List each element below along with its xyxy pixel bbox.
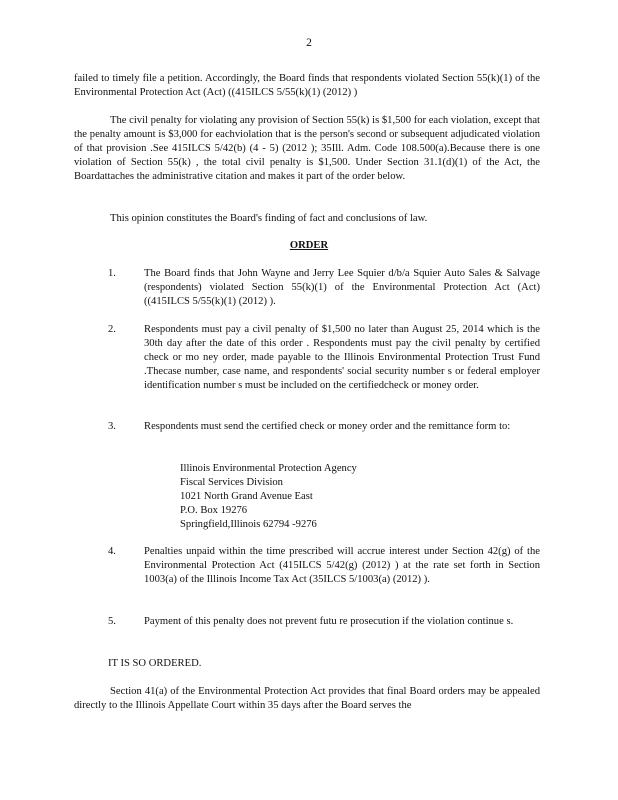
address-line: Illinois Environmental Protection Agency: [180, 463, 357, 474]
order-item-text: Respondents must pay a civil penalty of $1,500 no later than August 25, 2014 which is the 30th day after the date of this order . Respondents must pay the civil penalty by certified check or mo ney order, made payable to the Illinois Environmental Protection Trust Fund .Thecase number, case name, and respondents' social security number s or federal employer identification number s must be included on the certifiedcheck or money order.: [144, 324, 540, 391]
order-item-number: 5.: [108, 616, 116, 627]
address-line: Springfield,Illinois 62794 -9276: [180, 519, 317, 530]
order-item-text: Penalties unpaid within the time prescribed will accrue interest under Section 42(g) of the Environmental Protection Act (415ILCS 5/42(g) (2012) ) at the rate set forth in Section 1003(a) of the Illinois Income Tax Act (35ILCS 5/1003(a) (2012) ).: [144, 546, 540, 585]
order-item-number: 2.: [108, 324, 116, 335]
address-line: Fiscal Services Division: [180, 477, 283, 488]
page-number: 2: [306, 37, 312, 49]
address-line: 1021 North Grand Avenue East: [180, 491, 313, 502]
paragraph-civil-penalty: The civil penalty for violating any provision of Section 55(k) is $1,500 for each violation, except that the penalty amount is $3,000 for eachviolation that is the person's second or subsequent adjudicated violation of that provision .See 415ILCS 5/42(b) (4 - 5) (2012 ); 35Ill. Adm. Code 108.500(a).Because there is one violation of Section 55(k) , the total civil penalty is $1,500. Under Section 31.1(d)(1) of the Act, the Boardattaches the administrative citation and makes it part of the order below.: [74, 115, 540, 182]
order-item-number: 3.: [108, 421, 116, 432]
order-item: [108, 545, 540, 587]
order-item-text: The Board finds that John Wayne and Jerry Lee Squier d/b/a Squier Auto Sales & Salvage (respondents) violated Section 55(k)(1) of the Environmental Protection Act (Act) ((415ILCS 5/55(k)(1) (2012) ).: [144, 268, 540, 307]
remittance-address: [180, 462, 357, 532]
order-item: [108, 615, 540, 629]
order-item-number: 4.: [108, 546, 116, 557]
order-heading: ORDER: [289, 240, 329, 251]
order-item: [108, 420, 540, 434]
order-item: [108, 267, 540, 309]
order-item: [108, 323, 540, 393]
paragraph-finding: failed to timely file a petition. Accordingly, the Board finds that respondents violated Section 55(k)(1) of the Environmental Protection Act (Act) ((415ILCS 5/55(k)(1) (2012) ): [74, 73, 540, 98]
order-item-text: Payment of this penalty does not prevent futu re prosecution if the violation continue s.: [144, 616, 514, 627]
so-ordered: IT IS SO ORDERED.: [108, 658, 202, 669]
paragraph-appeal: Section 41(a) of the Environmental Protection Act provides that final Board orders may be appealed directly to the Illinois Appellate Court within 35 days after the Board serves the: [74, 686, 540, 711]
order-item-text: Respondents must send the certified check or money order and the remittance form to:: [144, 421, 511, 432]
order-item-number: 1.: [108, 268, 116, 279]
paragraph-opinion: This opinion constitutes the Board's finding of fact and conclusions of law.: [110, 213, 428, 224]
address-line: P.O. Box 19276: [180, 505, 248, 516]
